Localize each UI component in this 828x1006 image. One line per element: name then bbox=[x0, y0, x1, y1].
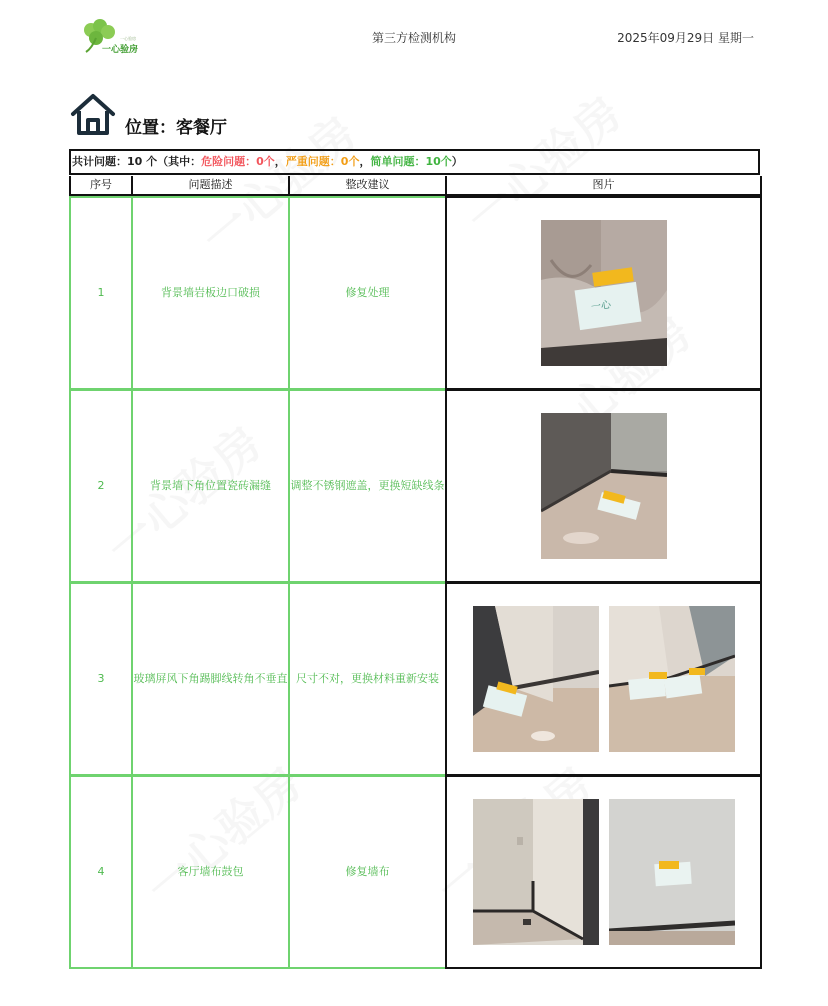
photo-wall-corner-tag[interactable] bbox=[541, 220, 667, 366]
summary-bar bbox=[69, 149, 760, 175]
row-advice: 修复墙布 bbox=[288, 775, 447, 969]
row-photos bbox=[445, 582, 762, 776]
table-row bbox=[69, 196, 762, 390]
row-number: 3 bbox=[69, 582, 133, 776]
row-number: 4 bbox=[69, 775, 133, 969]
table-row bbox=[69, 582, 762, 776]
row-photos bbox=[445, 196, 762, 390]
row-advice: 尺寸不对，更换材料重新安装 bbox=[288, 582, 447, 776]
row-advice: 修复处理 bbox=[288, 196, 447, 390]
summary-sep-1: ， bbox=[274, 155, 286, 168]
summary-sep-2: ， bbox=[359, 155, 371, 168]
page-header bbox=[0, 0, 828, 70]
logo-text: 一心验房 bbox=[101, 45, 139, 55]
photo-room-corner[interactable] bbox=[473, 799, 599, 945]
row-description: 玻璃屏风下角踢脚线转角不垂直 bbox=[131, 582, 290, 776]
summary-suffix: ） bbox=[451, 155, 463, 168]
table-row bbox=[69, 389, 762, 583]
photo-wallcloth-tag[interactable] bbox=[609, 799, 735, 945]
logo-small-text: 一心验房 bbox=[120, 36, 136, 41]
table-header bbox=[69, 176, 762, 196]
header-no: 序号 bbox=[69, 176, 133, 196]
row-number: 2 bbox=[69, 389, 133, 583]
house-icon bbox=[70, 92, 116, 138]
row-photos bbox=[445, 389, 762, 583]
simple-count: 简单问题：10个 bbox=[370, 155, 452, 168]
header-advice: 整改建议 bbox=[288, 176, 447, 196]
header-photos: 图片 bbox=[445, 176, 762, 196]
summary-prefix: 共计问题：10 个（其中： bbox=[72, 155, 202, 168]
header-date: 2025年09月29日 星期一 bbox=[617, 31, 754, 45]
svg-text:一心: 一心 bbox=[589, 299, 612, 314]
row-description: 背景墙岩板边口破损 bbox=[131, 196, 290, 390]
danger-count: 危险问题：0个 bbox=[201, 155, 275, 168]
row-advice: 调整不锈钢遮盖，更换短缺线条 bbox=[288, 389, 447, 583]
serious-count: 严重问题：0个 bbox=[285, 155, 360, 168]
row-description: 客厅墙布鼓包 bbox=[131, 775, 290, 969]
photo-screen-corner-right[interactable] bbox=[609, 606, 735, 752]
photo-steel-corner-tag[interactable] bbox=[541, 413, 667, 559]
row-description: 背景墙下角位置瓷砖漏缝 bbox=[131, 389, 290, 583]
row-photos bbox=[445, 775, 762, 969]
row-number: 1 bbox=[69, 196, 133, 390]
location-title: 位置：客餐厅 bbox=[125, 118, 227, 138]
photo-screen-corner-left[interactable] bbox=[473, 606, 599, 752]
table-row bbox=[69, 775, 762, 969]
header-desc: 问题描述 bbox=[131, 176, 290, 196]
center-title: 第三方检测机构 bbox=[371, 31, 456, 45]
